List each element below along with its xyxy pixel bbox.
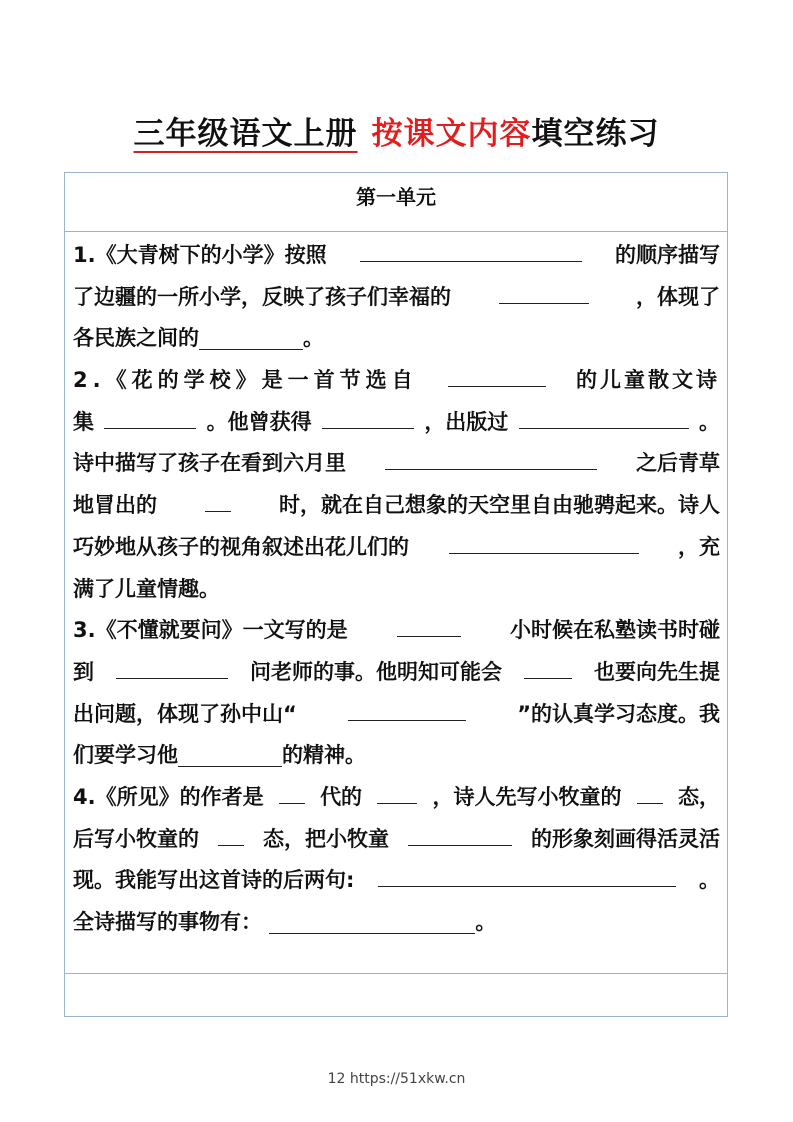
question-line [73,443,720,485]
question-line [73,360,720,402]
line-text: 了边疆的一所小学，反映了孩子们幸福的 [73,284,451,309]
line-text: 。 [303,326,324,351]
line-text: ，充 [678,534,720,559]
title-part-grade: 三年级语文上册 [133,116,358,152]
line-text: 全诗描写的事物有： [73,910,262,934]
line-text: 2.《花的学校》是一首节选自 [73,368,418,393]
question-line [73,318,720,360]
line-text: ，诗人先写小牧童的 [432,784,622,809]
answer-blank[interactable] [385,448,597,470]
title-part-highlight: 按课文内容 [371,116,532,152]
answer-blank[interactable] [519,407,689,429]
question-line [73,902,720,944]
line-text: 的顺序描写 [615,243,720,267]
answer-blank[interactable] [104,407,196,429]
question-line [73,569,720,611]
line-text: 4.《所见》的作者是 [73,784,264,809]
answer-blank[interactable] [199,328,303,350]
line-text: 。他曾获得 [206,409,312,434]
line-text: 们要学习他 [73,743,178,768]
page-footer: 12 https://51xkw.cn [327,1071,466,1087]
answer-blank[interactable] [269,912,475,934]
line-text: 出问题，体现了孙中山“ [73,701,297,726]
answer-blank[interactable] [348,699,466,721]
line-text: 诗中描写了孩子在看到六月里 [73,451,346,476]
answer-blank[interactable] [377,782,417,804]
line-text: 到 [73,659,94,684]
answer-blank[interactable] [360,240,582,262]
answer-blank[interactable] [408,824,512,846]
line-text: 态， [678,784,720,809]
title-part-exercise: 填空练习 [531,116,660,152]
answer-blank[interactable] [279,782,305,804]
line-text: 代的 [320,784,363,809]
question-line [73,860,720,902]
question-line [73,277,720,319]
question-line [73,652,720,694]
line-text: 时，就在自己想象的天空里自由驰骋起来。诗人 [279,493,720,518]
answer-blank[interactable] [116,657,228,679]
question-line [73,485,720,527]
line-text: 现。我能写出这首诗的后两句: [73,868,355,893]
line-text: 各民族之间的 [73,326,199,351]
line-text: 的儿童散文诗 [576,368,720,393]
line-text: 的精神。 [282,743,366,768]
worksheet-title [0,108,793,153]
line-text: 3.《不懂就要问》一文写的是 [73,618,348,643]
line-text: ，出版过 [424,409,509,434]
answer-blank[interactable] [449,532,639,554]
question-line [73,610,720,652]
line-text: 问老师的事。他明知可能会 [250,659,502,684]
question-body [73,235,720,944]
line-text: 1.《大青树下的小学》按照 [73,243,327,267]
question-line [73,777,720,819]
line-text: 。 [475,910,497,934]
answer-blank[interactable] [448,365,546,387]
line-text: 地冒出的 [73,493,157,518]
line-text: 集 [73,409,94,434]
line-text: 后写小牧童的 [73,826,199,851]
answer-blank[interactable] [378,865,676,887]
question-line [73,735,720,777]
line-text: 。 [699,868,720,893]
line-text: 小时候在私塾读书时碰 [510,618,720,643]
question-line [73,527,720,569]
line-text: 满了儿童情趣。 [73,576,220,601]
question-line [73,402,720,444]
answer-blank[interactable] [205,490,231,512]
line-text: 之后青草 [636,451,720,476]
line-text: 的形象刻画得活灵活 [531,826,720,851]
answer-blank[interactable] [524,657,572,679]
worksheet-table [64,172,728,1017]
line-text: ，体现了 [636,284,720,309]
line-text: 。 [698,409,720,434]
question-line [73,235,720,277]
answer-blank[interactable] [397,615,461,637]
answer-blank[interactable] [178,745,282,767]
answer-blank[interactable] [322,407,414,429]
empty-table-row [65,973,727,1016]
line-text: 巧妙地从孩子的视角叙述出花儿们的 [73,534,409,559]
section-heading: 第一单元 [65,173,727,232]
line-text: ”的认真学习态度。我 [517,701,720,726]
question-line [73,819,720,861]
line-text: 态，把小牧童 [263,826,389,851]
answer-blank[interactable] [637,782,663,804]
line-text: 也要向先生提 [594,659,720,684]
question-line [73,694,720,736]
answer-blank[interactable] [218,824,244,846]
answer-blank[interactable] [499,282,589,304]
